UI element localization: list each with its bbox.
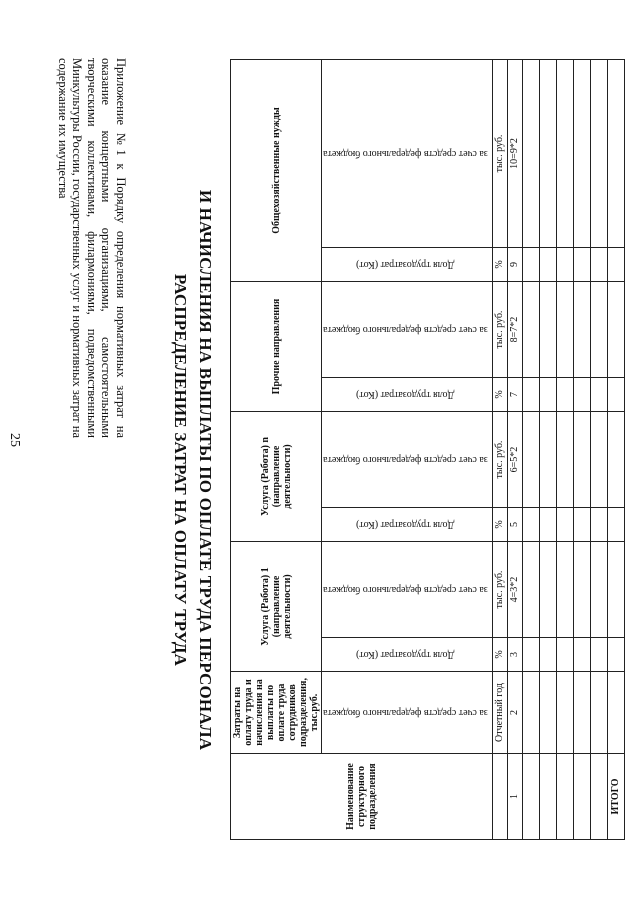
number-cell-9: 9 — [507, 248, 522, 282]
table-cell — [522, 282, 539, 378]
table-cell — [539, 508, 556, 542]
table-cell — [607, 412, 624, 508]
table-row — [556, 59, 573, 839]
number-cell-5: 5 — [507, 508, 522, 542]
table-cell — [556, 282, 573, 378]
table-cell — [556, 59, 573, 247]
table-cell — [590, 638, 607, 672]
table-cell — [607, 638, 624, 672]
units-cell-pct: % — [492, 378, 507, 412]
units-cell-thous: тыс. руб. — [492, 542, 507, 638]
header-service-n: Услуга (Работа) n (направление деятельности) — [231, 412, 322, 542]
units-cell-thous: тыс. руб. — [492, 282, 507, 378]
table-cell — [607, 542, 624, 638]
table-cell — [522, 248, 539, 282]
table-cell — [590, 508, 607, 542]
units-cell-reporting-year: Отчетный год — [492, 672, 507, 754]
table-total-row — [607, 59, 624, 839]
header-federal-budget: за счет средств федерального бюджета — [322, 59, 493, 247]
header-general: Общехозяйственные нужды — [231, 59, 322, 281]
units-cell-pct: % — [492, 508, 507, 542]
table-cell — [556, 508, 573, 542]
header-federal-budget: за счет средств федерального бюджета — [322, 542, 493, 638]
header-labor-share: Доля трудозатрат (Кот) — [322, 378, 493, 412]
header-unit-name: Наименование структурного подразделения — [231, 754, 493, 840]
table-cell — [556, 378, 573, 412]
table-row — [590, 59, 607, 839]
table-cell — [607, 248, 624, 282]
table-row — [522, 59, 539, 839]
table-cell — [573, 672, 590, 754]
table-cell — [573, 542, 590, 638]
table-cell — [522, 638, 539, 672]
header-labor-share: Доля трудозатрат (Кот) — [322, 508, 493, 542]
table-cell — [539, 282, 556, 378]
table-cell — [556, 672, 573, 754]
table-cell — [590, 59, 607, 247]
table-cell — [573, 59, 590, 247]
table-cell — [590, 672, 607, 754]
table-cell — [607, 508, 624, 542]
header-labor-share: Доля трудозатрат (Кот) — [322, 638, 493, 672]
appendix-note: Приложение №1 к Порядку определения нормативных затрат на оказание концертными организациями, самостоятельными творческими коллективами, филармониями, подведомственными Минкультуры России, государственных услуг и нормативных затрат на содержание их имущества — [55, 58, 128, 438]
total-label: ИТОГО — [607, 754, 624, 840]
table-cell — [522, 412, 539, 508]
document-title-line-2: И НАЧИСЛЕНИЯ НА ВЫПЛАТЫ ПО ОПЛАТЕ ТРУДА ПЕРСОНАЛА — [196, 189, 215, 751]
table-cell — [573, 282, 590, 378]
table-cell — [539, 754, 556, 840]
table-cell — [573, 638, 590, 672]
table-cell — [607, 378, 624, 412]
table-cell — [522, 754, 539, 840]
table-row — [573, 59, 590, 839]
distribution-table-wrapper — [230, 60, 622, 840]
table-units-row — [492, 59, 507, 839]
table-cell — [590, 754, 607, 840]
table-header-row-1 — [231, 59, 322, 839]
number-cell-8: 8=7*2 — [507, 282, 522, 378]
header-other: Прочие направления — [231, 282, 322, 412]
document-title-line-1: РАСПРЕДЕЛЕНИЕ ЗАТРАТ НА ОПЛАТУ ТРУДА — [171, 273, 190, 667]
number-cell-3: 3 — [507, 638, 522, 672]
table-cell — [573, 412, 590, 508]
header-labor-costs: Затраты на оплату труда и начисления на выплаты по оплате труда сотрудников подразделения, тыс.руб. — [231, 672, 322, 754]
number-cell-6: 6=5*2 — [507, 412, 522, 508]
header-federal-budget: за счет средств федерального бюджета — [322, 282, 493, 378]
table-header-row-2 — [322, 59, 493, 839]
table-cell — [539, 378, 556, 412]
table-cell — [573, 754, 590, 840]
table-cell — [539, 672, 556, 754]
table-cell — [522, 672, 539, 754]
table-cell — [539, 412, 556, 508]
table-cell — [539, 248, 556, 282]
table-cell — [590, 282, 607, 378]
units-cell-empty — [492, 754, 507, 840]
table-cell — [522, 542, 539, 638]
table-cell — [573, 378, 590, 412]
table-cell — [590, 378, 607, 412]
table-cell — [539, 59, 556, 247]
header-federal-budget: за счет средств федерального бюджета — [322, 412, 493, 508]
table-cell — [607, 672, 624, 754]
table-number-row — [507, 59, 522, 839]
number-cell-10: 10=9*2 — [507, 59, 522, 247]
table-cell — [590, 248, 607, 282]
number-cell-2: 2 — [507, 672, 522, 754]
table-cell — [590, 412, 607, 508]
header-labor-share: Доля трудозатрат (Кот) — [322, 248, 493, 282]
page-number: 25 — [7, 433, 22, 447]
table-cell — [556, 754, 573, 840]
table-cell — [573, 248, 590, 282]
units-cell-pct: % — [492, 638, 507, 672]
table-cell — [522, 508, 539, 542]
number-cell-1: 1 — [507, 754, 522, 840]
header-service-1: Услуга (Работа) 1 (направление деятельности) — [231, 542, 322, 672]
table-cell — [607, 282, 624, 378]
table-cell — [573, 508, 590, 542]
table-cell — [556, 638, 573, 672]
table-cell — [556, 542, 573, 638]
table-cell — [539, 542, 556, 638]
table-cell — [522, 59, 539, 247]
table-cell — [522, 378, 539, 412]
number-cell-7: 7 — [507, 378, 522, 412]
table-cell — [590, 542, 607, 638]
units-cell-thous: тыс. руб. — [492, 59, 507, 247]
units-cell-thous: тыс. руб. — [492, 412, 507, 508]
table-row — [539, 59, 556, 839]
number-cell-4: 4=3*2 — [507, 542, 522, 638]
distribution-table — [230, 59, 625, 840]
table-cell — [607, 59, 624, 247]
units-cell-pct: % — [492, 248, 507, 282]
header-federal-budget: за счет средств федерального бюджета — [322, 672, 493, 754]
table-cell — [539, 638, 556, 672]
table-cell — [556, 248, 573, 282]
table-cell — [556, 412, 573, 508]
